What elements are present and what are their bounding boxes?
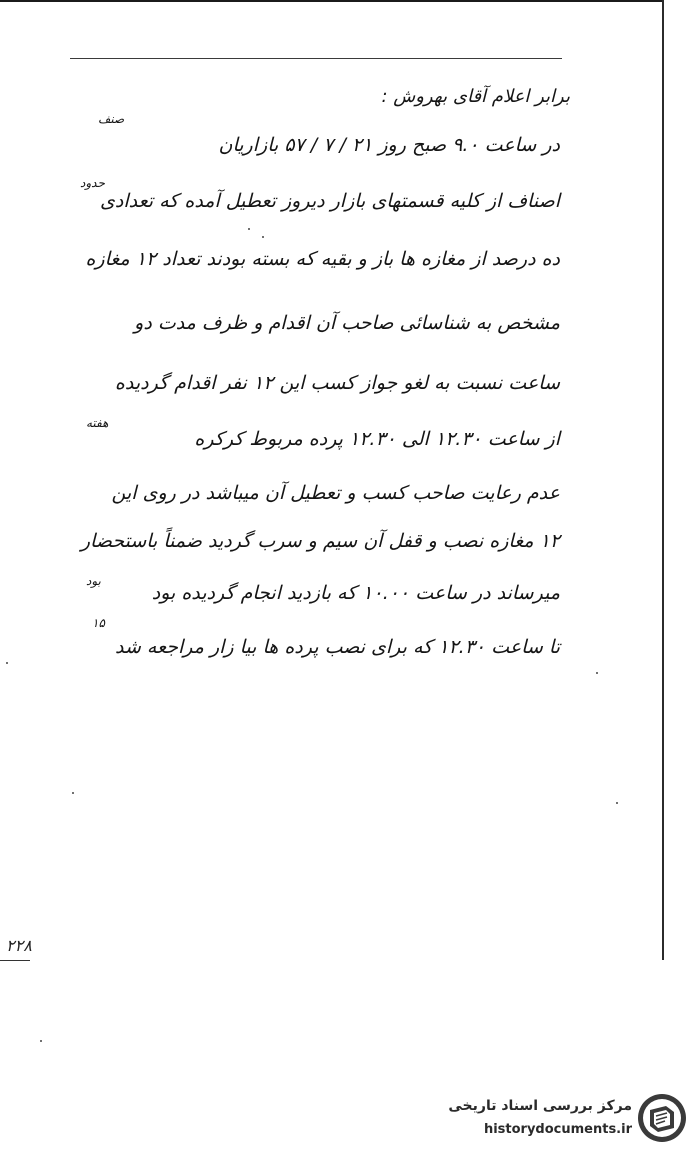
scan-speck xyxy=(72,792,74,794)
scan-speck xyxy=(248,228,250,230)
margin-tick xyxy=(0,960,30,961)
page-top-border xyxy=(0,0,662,2)
document-line-10: تا ساعت ۱۲.۳۰ که برای نصب پرده ها بیا زار مراجعه شد xyxy=(114,636,560,658)
scan-speck xyxy=(6,662,8,664)
scan-speck xyxy=(616,802,618,804)
margin-page-number: ۲۲۸ xyxy=(6,936,32,955)
document-line-8: ۱۲ مغازه نصب و قفل آن سیم و سرب گردید ضمناً باستحضار xyxy=(80,530,560,552)
scan-speck xyxy=(262,236,264,238)
document-line-7: عدم رعایت صاحب کسب و تعطیل آن میباشد در روی این xyxy=(111,482,560,504)
supra-note-4: بود xyxy=(86,574,101,588)
page-right-border xyxy=(662,0,664,960)
archive-watermark xyxy=(430,1090,692,1146)
document-line-5: ساعت نسبت به لغو جواز کسب این ۱۲ نفر اقدام گردیده xyxy=(114,372,560,394)
document-line-2: اصناف از کلیه قسمتهای بازار دیروز تعطیل آمده که تعدادی xyxy=(100,190,560,212)
document-header: برابر اعلام آقای بهروش : xyxy=(381,86,570,107)
document-line-4: مشخص به شناسائی صاحب آن اقدام و ظرف مدت دو xyxy=(134,312,560,334)
supra-note-2: حدود xyxy=(80,176,105,190)
document-line-6: از ساعت ۱۲.۳۰ الی ۱۲.۳۰ پرده مربوط کرکره xyxy=(194,428,560,450)
watermark-title: مرکز بررسی اسناد تاریخی xyxy=(448,1098,632,1114)
archive-logo-icon xyxy=(636,1092,688,1144)
supra-note-3: هفته xyxy=(86,416,109,430)
scan-speck xyxy=(40,1040,42,1042)
scan-speck xyxy=(596,672,598,674)
supra-note-5: ۱۵ xyxy=(92,616,105,630)
watermark-url: historydocuments.ir xyxy=(483,1122,632,1137)
document-line-3: ده درصد از مغازه ها باز و بقیه که بسته بودند تعداد ۱۲ مغازه xyxy=(85,248,560,270)
supra-note-1: صنف xyxy=(98,112,125,126)
document-line-9: میرساند در ساعت ۱۰.۰۰ که بازدید انجام گردیده بود xyxy=(151,582,560,604)
document-line-1: در ساعت ۹.۰ صبح روز ۲۱ / ۷ / ۵۷ بازاریان xyxy=(218,134,560,156)
header-rule xyxy=(70,58,562,59)
